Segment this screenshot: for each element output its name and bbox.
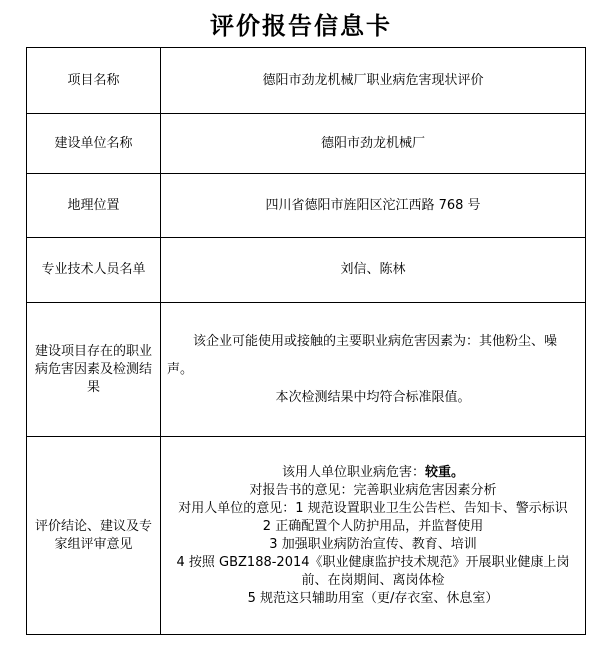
opinion-line: 5 规范这只辅助用室（更/存衣室、休息室） — [247, 590, 499, 606]
risk-level: 较重。 — [425, 464, 465, 480]
table-row — [27, 174, 586, 238]
value-location: 四川省德阳市旌阳区沱江西路 768 号 — [161, 174, 586, 238]
table-row — [27, 238, 586, 303]
label-staff: 专业技术人员名单 — [27, 238, 161, 303]
label-unit-name: 建设单位名称 — [27, 114, 161, 174]
opinion-line: 对用人单位的意见：1 规范设置职业卫生公告栏、告知卡、警示标识 — [178, 500, 568, 516]
table-row — [27, 437, 586, 635]
opinion-line: 2 正确配置个人防护用品，并监督使用 — [262, 518, 484, 534]
value-project-name: 德阳市劲龙机械厂职业病危害现状评价 — [161, 48, 586, 114]
risk-level-line — [167, 464, 579, 482]
page-title: 评价报告信息卡 — [210, 11, 392, 40]
test-result-text: 本次检测结果中均符合标准限值。 — [275, 389, 471, 405]
value-hazards — [161, 303, 586, 437]
value-staff: 刘信、陈林 — [161, 238, 586, 303]
label-conclusion: 评价结论、建议及专家组评审意见 — [27, 437, 161, 635]
label-location: 地理位置 — [27, 174, 161, 238]
value-conclusion — [161, 437, 586, 635]
risk-prefix: 该用人单位职业病危害： — [281, 464, 425, 480]
label-hazards: 建设项目存在的职业病危害因素及检测结果 — [27, 303, 161, 437]
table-row — [27, 114, 586, 174]
opinion-line: 对报告书的意见：完善职业病危害因素分析 — [249, 482, 497, 498]
table-row — [27, 303, 586, 437]
value-unit-name: 德阳市劲龙机械厂 — [161, 114, 586, 174]
info-card-table — [26, 47, 586, 635]
label-project-name: 项目名称 — [27, 48, 161, 114]
opinion-line: 4 按照 GBZ188-2014《职业健康监护技术规范》开展职业健康上岗前、在岗期间、离岗体检 — [176, 554, 570, 588]
opinion-line: 3 加强职业病防治宣传、教育、培训 — [269, 536, 477, 552]
hazard-factors-text: 该企业可能使用或接触的主要职业病危害因素为：其他粉尘、噪声。 — [167, 333, 558, 377]
table-row — [27, 48, 586, 114]
